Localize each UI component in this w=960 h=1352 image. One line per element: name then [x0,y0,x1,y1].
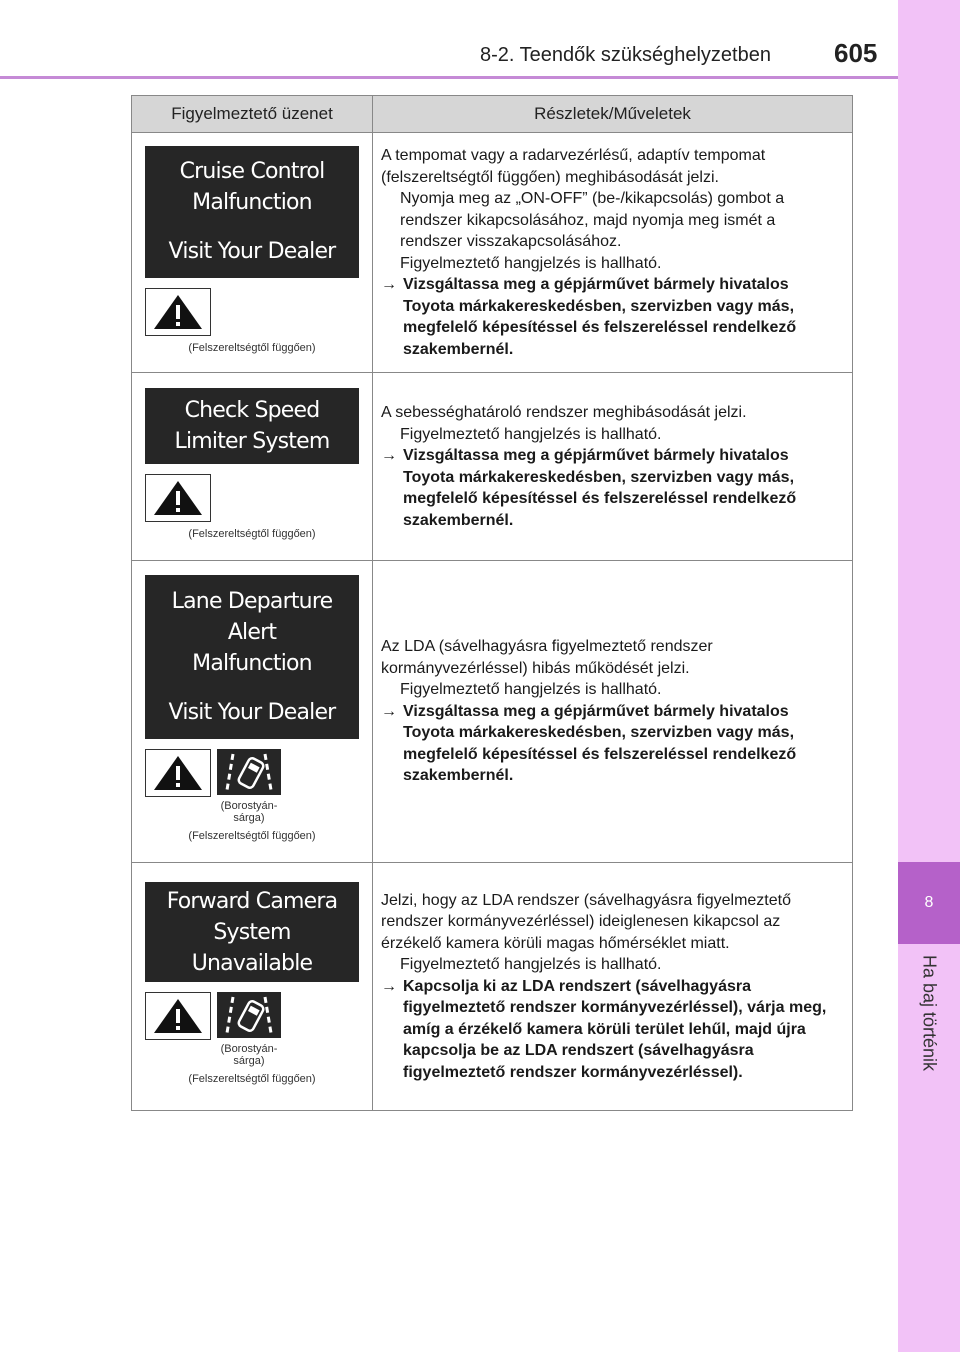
arrow-icon: → [381,276,397,293]
display-message [145,388,359,464]
note: Figyelmeztető hangjelzés is hallható. [400,681,662,699]
icon-row [145,992,359,1040]
arrow-icon: → [381,702,397,720]
arrow-icon: → [381,447,397,464]
details-cell [373,863,853,1111]
action-item [381,701,840,787]
warning-triangle-icon [145,288,211,336]
description: A tempomat vagy a radarvezérlésű, adaptív tempomat (felszereltségtől függően) meghibásodását jelzi. [381,147,766,186]
display-message [145,882,359,982]
description: Az LDA (sávelhagyásra figyelmeztető rendszer kormányvezérléssel) hibás működését jelzi. [381,638,713,677]
display-message [145,146,359,278]
description: Jelzi, hogy az LDA rendszer (sávelhagyásra figyelmeztető rendszer kormányvezérléssel) ideiglenesen kikapcsol az érzékelő kamera körüli magas hőmérséklet miatt. [381,891,791,952]
chapter-label: Ha baj történik [919,955,940,1072]
lane-departure-icon [217,749,281,795]
message-cell [132,133,373,373]
action-text: Vizsgáltassa meg a gépjárművet bármely hivatalos Toyota márkakereskedésben, szervizben vagy más, megfelelő képesítéssel és felszereléssel rendelkező szakembernél. [403,447,797,529]
availability-note: (Felszereltségtől függően) [188,1073,316,1085]
warning-triangle-icon [145,992,211,1040]
table-row [132,863,853,1111]
page-number: 605 [834,38,878,68]
arrow-icon: → [381,977,397,995]
note: Nyomja meg az „ON-OFF” (be-/kikapcsolás) gombot a rendszer kikapcsolásához, majd nyomja meg ismét a rendszer visszakapcsolásához. [400,190,785,250]
warning-triangle-icon [145,474,211,522]
table-row [132,373,853,561]
display-line: Cruise Control [179,159,325,184]
warning-message-table [131,95,853,1111]
icon-row [145,474,359,522]
action-item [381,445,840,531]
icon-row [145,749,359,797]
table-header-row [132,96,853,133]
display-line: System [213,919,291,945]
display-line: Lane Departure [171,589,333,614]
lane-departure-icon [217,992,281,1038]
display-line: Visit Your Dealer [168,239,336,264]
action-item [381,274,840,360]
availability-note: (Felszereltségtől függően) [188,527,316,540]
details-cell [373,373,853,561]
message-cell [132,561,373,863]
display-line: Alert [227,620,277,645]
availability-note: (Felszereltségtől függően) [188,830,316,842]
action-item [381,976,840,1084]
amber-note: (Borostyán-sárga) [220,800,278,824]
action-text: Vizsgáltassa meg a gépjárművet bármely hivatalos Toyota márkakereskedésben, szervizben vagy más, megfelelő képesítéssel és felszereléssel rendelkező szakembernél. [403,702,797,785]
display-line: Forward Camera [166,888,338,914]
header-cell-details: Részletek/Műveletek [373,96,853,133]
message-cell [132,863,373,1111]
table-row [132,561,853,863]
header-divider [0,76,898,79]
warning-triangle-icon [145,749,211,797]
note: Figyelmeztető hangjelzés is hallható. [400,425,662,443]
side-tab [898,0,960,1352]
section-title: 8-2. Teendők szükséghelyzetben [480,44,771,66]
chapter-number-tab[interactable]: 8 [898,862,960,944]
display-message [145,575,359,739]
display-line: Malfunction [192,651,312,676]
details-cell [373,561,853,863]
amber-note: (Borostyán-sárga) [220,1043,278,1067]
icon-row [145,288,359,336]
header-cell-message: Figyelmeztető üzenet [132,96,373,133]
display-line: Check Speed [184,397,320,423]
note: Figyelmeztető hangjelzés is hallható. [400,254,662,272]
action-text: Kapcsolja ki az LDA rendszert (sávelhagyásra figyelmeztető rendszer kormányvezérléssel), várja meg, amíg a érzékelő kamera körüli terület lehűl, majd újra kapcsolja be az LDA rendszert (sávelhagyásra figyelmeztető rendszer kormányvezérléssel). [403,977,827,1081]
availability-note: (Felszereltségtől függően) [188,341,316,354]
display-line: Unavailable [191,950,313,976]
description: A sebességhatároló rendszer meghibásodását jelzi. [381,404,747,421]
note: Figyelmeztető hangjelzés is hallható. [400,956,662,974]
action-text: Vizsgáltassa meg a gépjárművet bármely hivatalos Toyota márkakereskedésben, szervizben vagy más, megfelelő képesítéssel és felszereléssel rendelkező szakembernél. [403,276,797,358]
message-cell [132,373,373,561]
display-line: Limiter System [174,428,330,454]
display-line: Malfunction [192,190,312,215]
display-line: Visit Your Dealer [168,700,336,725]
table-row [132,133,853,373]
details-cell [373,133,853,373]
